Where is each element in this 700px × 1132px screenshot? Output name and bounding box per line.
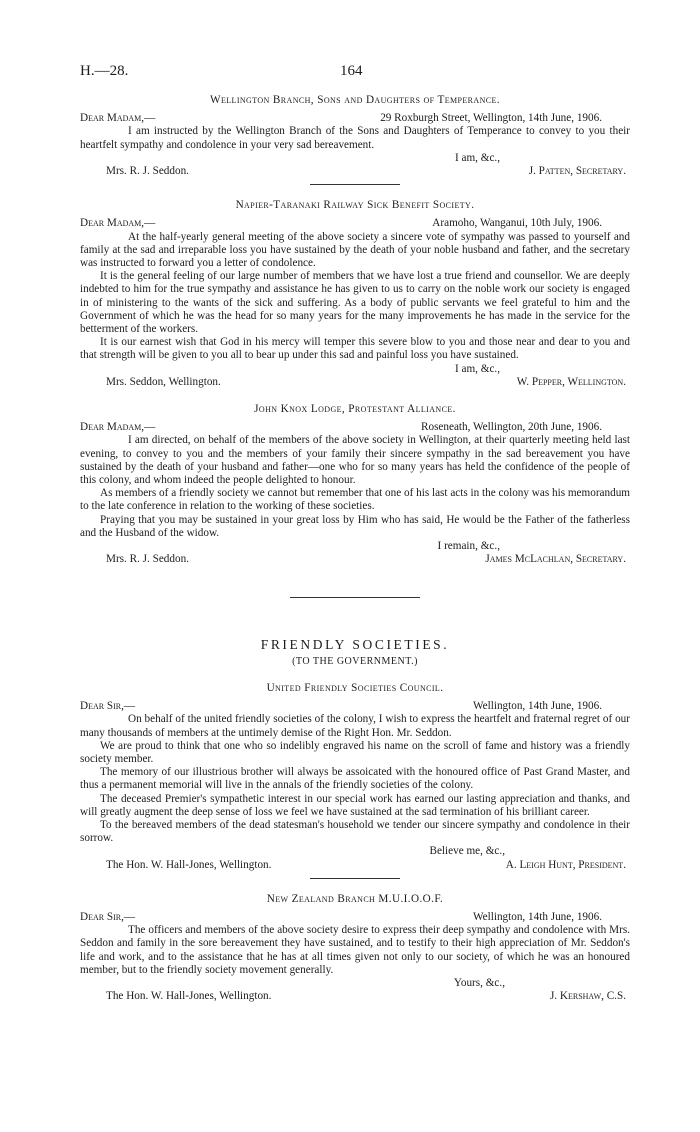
letter-john-knox-lodge <box>80 403 630 597</box>
salutation-row <box>80 700 630 713</box>
signature: W. Pepper, Wellington. <box>516 375 626 388</box>
divider-rule <box>310 878 400 879</box>
addressee: Mrs. Seddon, Wellington. <box>106 375 221 388</box>
letter-title: John Knox Lodge, Protestant Alliance. <box>254 403 456 416</box>
sender-address: Aramoho, Wanganui, 10th July, 1906. <box>432 217 602 230</box>
letter-paragraph: The deceased Premier's sympathetic interest in our special work has earned our lasting appreciation and thanks, and will greatly augment the deep sense of loss we feel we have sustained at the sad termination of his brilliant career. <box>80 792 630 818</box>
letter-paragraph: The officers and members of the above society desire to express their deep sympathy and condolence with Mrs. Seddon and family in the sore bereavement they have sustained, and to testify to their high appreciation of Mr. Seddon's life and work, and to the assistance that he has at all times given not only to our society, of which he was an honoured member, but to the friendly society movement generally. <box>80 924 630 976</box>
letter-title: Wellington Branch, Sons and Daughters of Temperance. <box>210 94 500 106</box>
letter-temperance <box>80 94 630 185</box>
letter-title: Napier-Taranaki Railway Sick Benefit Society. <box>235 199 475 212</box>
letter-paragraph: On behalf of the united friendly societies of the colony, I wish to express the heartfelt and fraternal regret of our many thousands of members at the untimely demise of the Right Hon. Mr. Seddon. <box>80 713 630 739</box>
page-number: 164 <box>340 63 363 79</box>
signature-row <box>80 553 630 566</box>
sender-address: Wellington, 14th June, 1906. <box>473 910 602 923</box>
addressee: Mrs. R. J. Seddon. <box>106 165 189 178</box>
letter-paragraph: At the half-yearly general meeting of the above society a sincere vote of sympathy was passed to yourself and family at the sad and irreparable loss you have sustained by the death of your noble husband and father, and the secretary was instructed to forward you a letter of condolence. <box>80 230 630 270</box>
signature-row <box>80 859 630 872</box>
closing: I am, &c., <box>454 151 500 164</box>
signature: J. Kershaw, C.S. <box>549 990 626 1003</box>
salutation: Dear Sir,— <box>80 910 136 923</box>
letter-paragraph: Praying that you may be sustained in your great loss by Him who has said, He would be the Father of the fatherless and the Husband of the widow. <box>80 513 630 539</box>
signature-row <box>80 165 630 178</box>
letter-paragraph: I am instructed by the Wellington Branch of the Sons and Daughters of Temperance to convey to you their heartfelt sympathy and condolence in your very sad bereavement. <box>80 125 630 151</box>
letter-railway-society <box>80 199 630 389</box>
salutation: Dear Madam,— <box>80 217 156 230</box>
letter-title: New Zealand Branch M.U.I.O.O.F. <box>266 892 444 905</box>
addressee: The Hon. W. Hall-Jones, Wellington. <box>106 990 272 1003</box>
letter-paragraph: To the bereaved members of the dead statesman's household we tender our sincere sympathy and condolence in their sorrow. <box>80 818 630 845</box>
page-header-ref: H.—28. <box>80 63 129 79</box>
section-subheading: (TO THE GOVERNMENT.) <box>292 655 418 667</box>
closing: Believe me, &c., <box>429 845 505 858</box>
letter-title: United Friendly Societies Council. <box>266 681 444 694</box>
addressee: The Hon. W. Hall-Jones, Wellington. <box>106 858 272 871</box>
closing: I remain, &c., <box>437 540 500 553</box>
letter-united-friendly-societies <box>80 682 630 879</box>
addressee: Mrs. R. J. Seddon. <box>106 553 189 566</box>
letter-paragraph: It is the general feeling of our large number of members that we have lost a true friend and counsellor. We are deeply indebted to him for the true sympathy and assistance he has given to us to carry on the noble work our society is engaged in of ministering to the wants of the sick and suffering. As a body of public servants we feel grateful to him and the Government of which he was the head for so many years for the many improvements he has made in the service for the betterment of the workers. <box>80 270 630 336</box>
closing: I am, &c., <box>454 362 500 375</box>
salutation-row <box>80 217 630 230</box>
signature: A. Leigh Hunt, President. <box>505 858 626 871</box>
salutation-row <box>80 112 630 125</box>
sender-address: 29 Roxburgh Street, Wellington, 14th June, 1906. <box>380 112 602 125</box>
letter-muioof <box>80 893 630 1004</box>
letter-paragraph: We are proud to think that one who so indelibly engraved his name on the scroll of fame and history was a friendly society member. <box>80 739 630 765</box>
letter-paragraph: I am directed, on behalf of the members of the above society in Wellington, at their quarterly meeting held last evening, to convey to you and the members of your family their sincere sympathy in the sad bereavement you have sustained by the death of your husband and father—one who for so many years has held the confidence of the people of this colony, and whom indeed the people delighted to honour. <box>80 434 630 487</box>
salutation: Dear Madam,— <box>80 112 156 125</box>
salutation: Dear Madam,— <box>80 421 156 434</box>
letter-paragraph: As members of a friendly society we cannot but remember that one of his last acts in the colony was his memorandum to the late conference in relation to the working of these societies. <box>80 487 630 513</box>
closing: Yours, &c., <box>453 976 505 989</box>
signature-row <box>80 990 630 1003</box>
salutation: Dear Sir,— <box>80 700 136 713</box>
sender-address: Roseneath, Wellington, 20th June, 1906. <box>421 421 602 434</box>
salutation-row <box>80 911 630 924</box>
document-page <box>80 62 630 1003</box>
section-heading: FRIENDLY SOCIETIES. <box>260 636 450 652</box>
signature-row <box>80 376 630 389</box>
letter-paragraph: The memory of our illustrious brother will always be assoicated with the honoured office of Past Grand Master, and thus a permanent memorial will live in the annals of the friendly societies of the colony. <box>80 766 630 792</box>
salutation-row <box>80 421 630 434</box>
signature: J. Patten, Secretary. <box>528 165 626 178</box>
section-divider-rule <box>290 597 420 598</box>
signature: James McLachlan, Secretary. <box>485 553 626 566</box>
divider-rule <box>310 184 400 185</box>
sender-address: Wellington, 14th June, 1906. <box>473 700 602 713</box>
letter-paragraph: It is our earnest wish that God in his mercy will temper this severe blow to you and those near and dear to you and that strength will be given to you all to bear up under this sad and painful loss you have sustained. <box>80 336 630 362</box>
